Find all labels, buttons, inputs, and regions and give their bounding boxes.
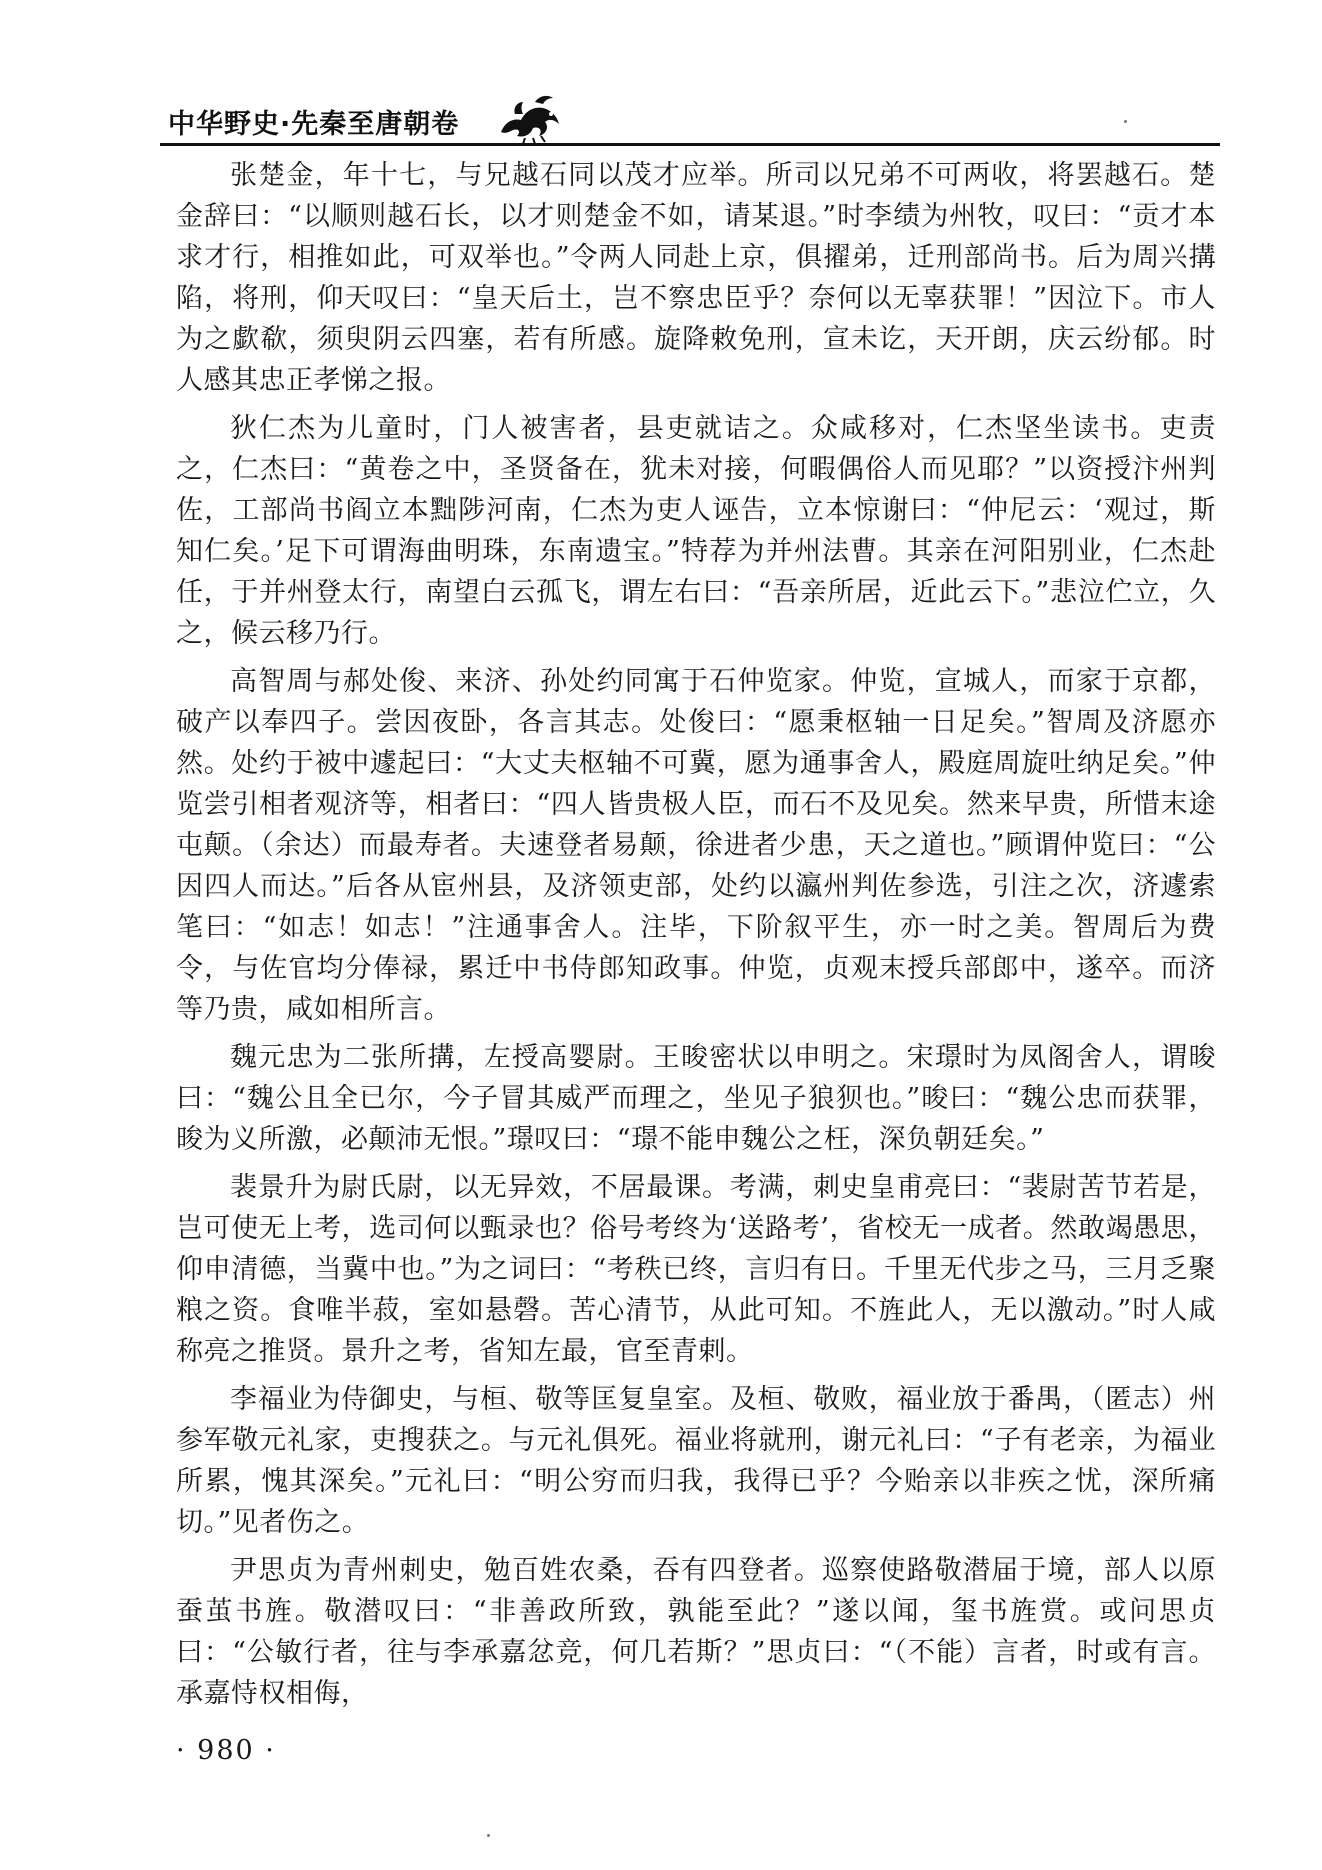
header-rule bbox=[160, 143, 1220, 146]
paragraph-gao-zhizhou: 高智周与郝处俊、来济、孙处约同寓于石仲览家。仲览，宣城人，而家于京都，破产以奉四子。尝因夜卧，各言其志。处俊曰：“愿秉枢轴一日足矣。”智周及济愿亦然。处约于被中遽起曰：“大丈夫枢轴不可冀，愿为通事舍人，殿庭周旋吐纳足矣。”仲览尝引相者观济等，相者曰：“四人皆贵极人臣，而石不及见矣。然来早贵，所惜末途屯颠。（余达）而最寿者。夫速登者易颠，徐进者少患，天之道也。”顾谓仲览曰：“公因四人而达。”后各从宦州县，及济领吏部，处约以瀛州判佐参选，引注之次，济遽索笔曰：“如志！如志！”注通事舍人。注毕，下阶叙平生，亦一时之美。智周后为费令，与佐官均分俸禄，累迁中书侍郎知政事。仲览，贞观末授兵部郎中，遂卒。而济等乃贵，咸如相所言。 bbox=[176, 666, 1216, 1025]
paragraph-li-fuye: 李福业为侍御史，与桓、敬等匡复皇室。及桓、敬败，福业放于番禺，（匿志）州参军敬元礼家，吏搜获之。与元礼俱死。福业将就刑，谢元礼曰：“子有老亲，为福业所累，愧其深矣。”元礼曰：“明公穷而归我，我得已乎？今贻亲以非疾之忧，深所痛切。”见者伤之。 bbox=[176, 1384, 1216, 1538]
paragraph-wei-yuanzhong: 魏元忠为二张所搆，左授高婴尉。王晙密状以申明之。宋璟时为凤阁舍人，谓晙曰：“魏公且全已尔，今子冒其威严而理之，坐见子狼狈也。”晙曰：“魏公忠而获罪，晙为义所激，必颠沛无恨。”璟叹曰：“璟不能申魏公之枉，深负朝廷矣。” bbox=[176, 1042, 1216, 1155]
scan-speck bbox=[487, 1834, 490, 1837]
paragraph-pei-jingsheng: 裴景升为尉氏尉，以无异效，不居最课。考满，刺史皇甫亮曰：“裴尉苦节若是，岂可使无上考，选司何以甄录也？俗号考终为‘送路考’，省校无一成者。然敢竭愚思，仰申清德，当冀中也。”为之词曰：“考秩已终，言归有日。千里无代步之马，三月乏聚粮之资。食唯半菽，室如悬磬。苦心清节，从此可知。不旌此人，无以激动。”时人咸称亮之推贤。景升之考，省知左最，官至青剌。 bbox=[176, 1172, 1216, 1367]
body-text bbox=[176, 155, 1216, 1721]
paragraph-zhang-chujin: 张楚金，年十七，与兄越石同以茂才应举。所司以兄弟不可两收，将罢越石。楚金辞曰：“以顺则越石长，以才则楚金不如，请某退。”时李绩为州牧，叹曰：“贡才本求才行，相推如此，可双举也。”令两人同赴上京，俱擢弟，迁刑部尚书。后为周兴搆陷，将刑，仰天叹曰：“皇天后土，岂不察忠臣乎？奈何以无辜获罪！”因泣下。市人为之歔欷，须臾阴云四塞，若有所感。旋降敕免刑，宣未讫，天开朗，庆云纷郁。时人感其忠正孝悌之报。 bbox=[176, 160, 1216, 396]
scan-speck bbox=[1124, 120, 1127, 123]
running-header bbox=[160, 92, 1220, 146]
paragraph-di-renjie: 狄仁杰为儿童时，门人被害者，县吏就诘之。众咸移对，仁杰坚坐读书。吏责之，仁杰曰：“黄卷之中，圣贤备在，犹未对接，何暇偶俗人而见耶？”以资授汴州判佐，工部尚书阎立本黜陟河南，仁杰为吏人诬告，立本惊谢曰：“仲尼云：‘观过，斯知仁矣。’足下可谓海曲明珠，东南遗宝。”特荐为并州法曹。其亲在河阳别业，仁杰赴任，于并州登太行，南望白云孤飞，谓左右曰：“吾亲所居，近此云下。”悲泣伫立，久之，候云移乃行。 bbox=[176, 413, 1216, 649]
dragon-emblem-icon bbox=[495, 92, 565, 144]
paragraph-yin-sizhen: 尹思贞为青州刺史，勉百姓农桑，吞有四登者。巡察使路敬潜届于境，部人以原蚕茧书旌。敬潜叹曰：“非善政所致，孰能至此？”遂以闻，玺书旌赏。或问思贞曰：“公敏行者，往与李承嘉忿竞，何几若斯？”思贞曰：“（不能）言者，时或有言。承嘉恃权相侮， bbox=[176, 1555, 1216, 1709]
page-number: · 980 · bbox=[176, 1735, 276, 1766]
book-title: 中华野史·先秦至唐朝卷 bbox=[168, 109, 460, 140]
